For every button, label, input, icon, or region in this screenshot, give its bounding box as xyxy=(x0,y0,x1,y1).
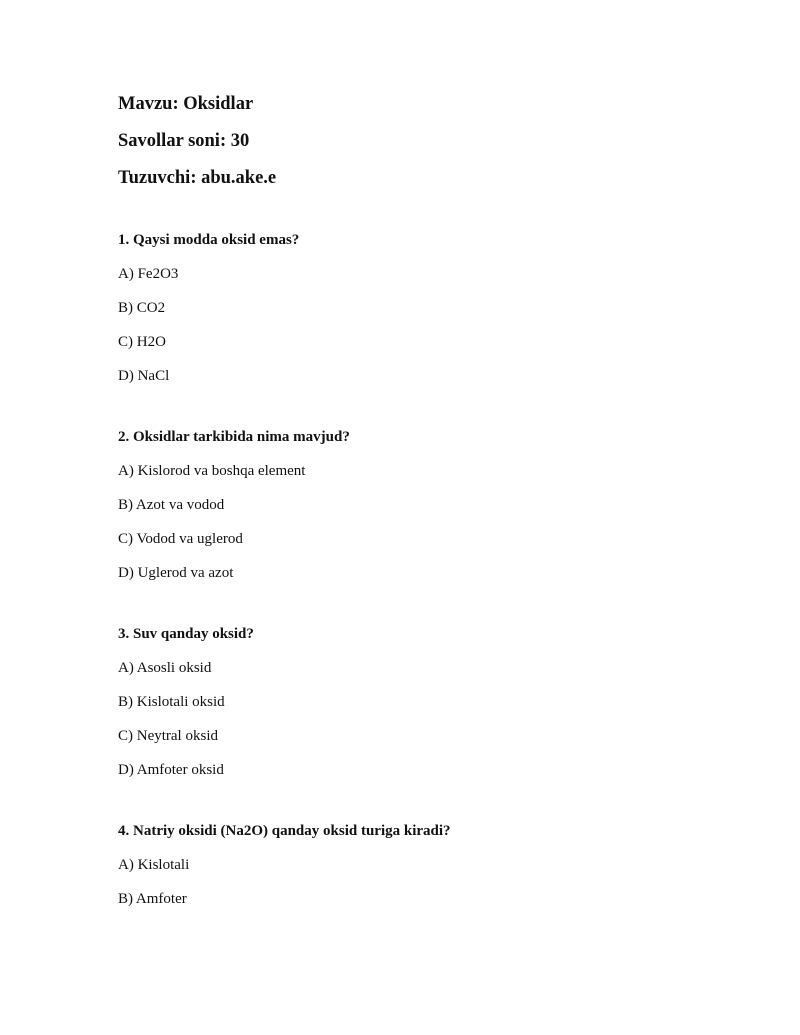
question-text: 3. Suv qanday oksid? xyxy=(118,626,254,642)
answer-option-b: B) CO2 xyxy=(118,300,166,316)
document-header xyxy=(118,92,718,190)
answer-option-a: A) Fe2O3 xyxy=(118,266,179,282)
answer-option-d: D) Uglerod va azot xyxy=(118,565,234,581)
answer-option-a: A) Kislotali xyxy=(118,857,190,873)
answer-option-b: B) Kislotali oksid xyxy=(118,694,225,710)
question-count-heading: Savollar soni: 30 xyxy=(118,131,250,151)
author-heading: Tuzuvchi: abu.ake.e xyxy=(118,168,277,188)
question-text: 4. Natriy oksidi (Na2O) qanday oksid turiga kiradi? xyxy=(118,823,451,839)
question-1 xyxy=(118,230,718,386)
answer-option-a: A) Asosli oksid xyxy=(118,660,212,676)
answer-option-a: A) Kislorod va boshqa element xyxy=(118,463,306,479)
question-text: 1. Qaysi modda oksid emas? xyxy=(118,232,300,248)
question-3 xyxy=(118,624,718,780)
answer-option-b: B) Azot va vodod xyxy=(118,497,225,513)
answer-option-c: C) H2O xyxy=(118,334,166,350)
answer-option-b: B) Amfoter xyxy=(118,891,187,907)
answer-option-d: D) NaCl xyxy=(118,368,170,384)
answer-option-c: C) Neytral oksid xyxy=(118,728,218,744)
question-4 xyxy=(118,821,718,909)
answer-option-c: C) Vodod va uglerod xyxy=(118,531,243,547)
document-content xyxy=(118,92,718,950)
topic-heading: Mavzu: Oksidlar xyxy=(118,94,254,114)
question-text: 2. Oksidlar tarkibida nima mavjud? xyxy=(118,429,350,445)
question-2 xyxy=(118,427,718,583)
answer-option-d: D) Amfoter oksid xyxy=(118,762,224,778)
